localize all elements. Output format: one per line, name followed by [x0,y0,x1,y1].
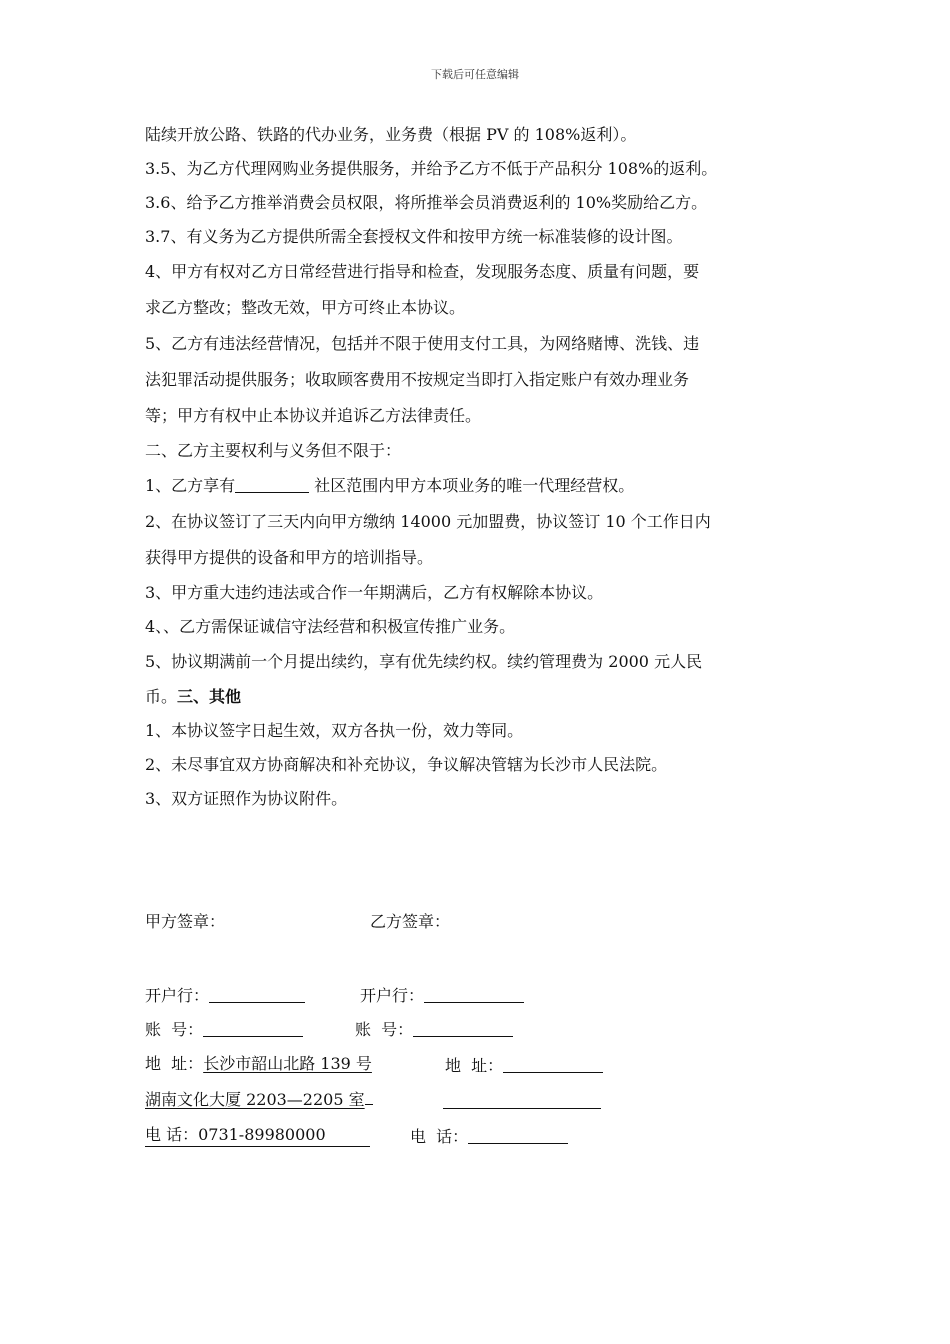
text-fragment: 币。 [145,687,178,706]
page-header: 下载后可任意编辑 [431,68,519,81]
text-line: 获得甲方提供的设备和甲方的培训指导。 [145,548,434,567]
text-line-with-heading [145,680,810,714]
text-line: 5、乙方有违法经营情况，包括并不限于使用支付工具，为网络赌博、洗钱、违 [145,334,700,353]
section-heading-three: 三、其他 [177,687,242,706]
account-row [145,1014,414,1042]
address-a-value: 长沙市韶山北路 139 号 [203,1054,372,1073]
phone-a-value: 电 话：0731-89980000 [145,1124,370,1147]
text-line: 求乙方整改；整改无效，甲方可终止本协议。 [145,298,466,317]
text-line: 陆续开放公路、铁路的代办业务，业务费（根据 PV 的 108%返利）。 [145,125,637,144]
agreement-body [145,118,810,816]
text-line: 3、甲方重大违约违法或合作一年期满后，乙方有权解除本协议。 [145,583,604,602]
address-a-label: 地 址： [145,1054,204,1073]
address-a-line2: 湖南文化大厦 2203—2205 室 [145,1090,365,1109]
phone-b-label: 电 话： [410,1127,469,1146]
phone-row [145,1121,469,1149]
text-line: 3.6、给予乙方推举消费会员权限，将所推举会员消费返利的 10%奖励给乙方。 [145,193,708,212]
text-line: 4、甲方有权对乙方日常经营进行指导和检查，发现服务态度、质量有问题，要 [145,262,700,281]
text-line: 3.7、有义务为乙方提供所需全套授权文件和按甲方统一标准装修的设计图。 [145,227,683,246]
section-heading-two: 二、乙方主要权利与义务但不限于： [145,441,402,460]
text-line: 4、、乙方需保证诚信守法经营和积极宣传推广业务。 [145,617,516,636]
text-line: 3.5、为乙方代理网购业务提供服务，并给予乙方不低于产品积分 108%的返利。 [145,159,718,178]
community-blank-field [235,470,309,493]
text-line: 2、在协议签订了三天内向甲方缴纳 14000 元加盟费，协议签订 10 个工作日内 [145,512,711,531]
party-b-seal-label: 乙方签章： [370,912,451,931]
text-line: 1、本协议签字日起生效，双方各执一份，效力等同。 [145,721,524,740]
account-b-label: 账 号： [355,1020,414,1039]
text-fragment: 1、乙方享有 [145,476,236,495]
bank-b-label: 开户行： [360,986,425,1005]
text-line: 3、双方证照作为协议附件。 [145,789,348,808]
address-continuation-row [145,1086,373,1114]
bank-a-label: 开户行： [145,986,210,1005]
phone-b-blank-field [468,1121,568,1144]
text-line: 法犯罪活动提供服务；收取顾客费用不按规定当即打入指定账户有效办理业务 [145,370,690,389]
bank-row [145,980,425,1008]
address-b-line2-blank-field [443,1086,601,1109]
text-line: 5、协议期满前一个月提出续约，享有优先续约权。续约管理费为 2000 元人民 [145,652,703,671]
address-b-blank-field [503,1050,603,1073]
account-b-blank-field [413,1014,513,1037]
text-line-with-blank [145,468,810,504]
text-line: 2、未尽事宜双方协商解决和补充协议，争议解决管辖为长沙市人民法院。 [145,755,668,774]
seal-row [145,908,451,936]
party-a-seal-label: 甲方签章： [145,912,226,931]
bank-a-blank-field [209,980,305,1003]
underline-padding [365,1104,373,1105]
account-a-blank-field [203,1014,303,1037]
text-line: 等；甲方有权中止本协议并追诉乙方法律责任。 [145,406,482,425]
address-b-label: 地 址： [445,1056,504,1075]
bank-b-blank-field [424,980,524,1003]
address-row [145,1050,504,1078]
account-a-label: 账 号： [145,1020,204,1039]
text-fragment: 社区范围内甲方本项业务的唯一代理经营权。 [309,476,635,495]
